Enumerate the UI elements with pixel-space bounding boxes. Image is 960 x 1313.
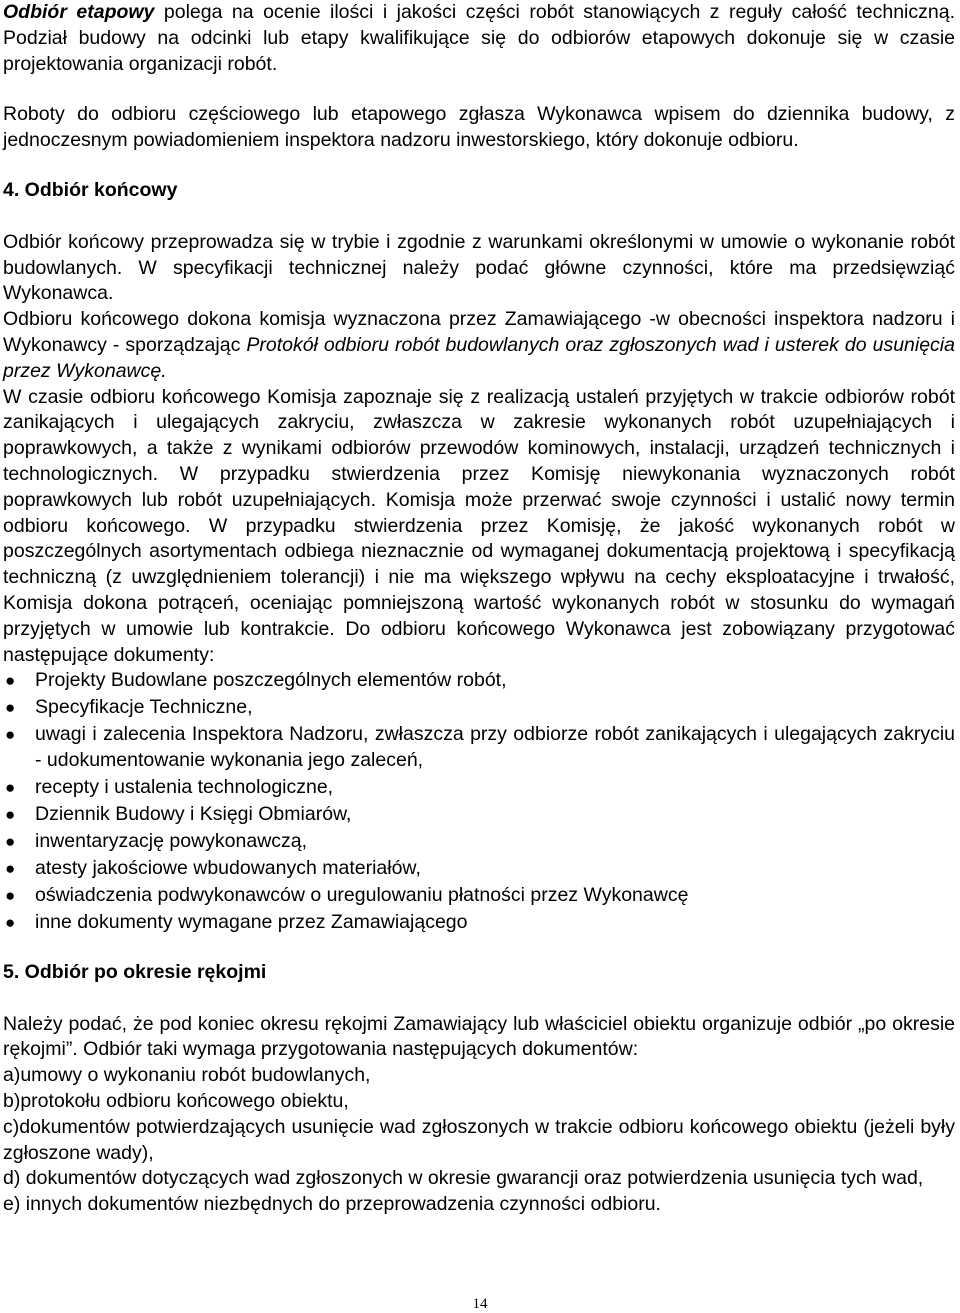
section-4-heading: 4. Odbiór końcowy	[3, 178, 178, 201]
list-item	[3, 668, 955, 694]
bullet-icon: ●	[5, 778, 16, 798]
list-item-text: atesty jakościowe wbudowanych materiałów,	[35, 857, 421, 880]
final-acceptance-paragraph-1: Odbiór końcowy przeprowadza się w trybie i zgodnie z warunkami określonymi w umowie o wykonanie robót budowlanych. W specyfikacji technicznej należy podać główne czynności, które ma przedsięwziąć Wykonawca.	[3, 230, 955, 305]
stage-acceptance-term: Odbiór etapowy	[3, 1, 155, 23]
final-acceptance-paragraph-3: W czasie odbioru końcowego Komisja zapoznaje się z realizacją ustaleń przyjętych w trakcie odbiorów robót zanikających i ulegających zakryciu, zwłaszcza w zakresie wykonanych robót uzupełniających i poprawkowych, a także z wynikami odbiorów przewodów kominowych, instalacji, urządzeń technicznych i technologicznych. W przypadku stwierdzenia przez Komisję niewykonania wyznaczonych robót poprawkowych lub robót uzupełniających. Komisja może przerwać swoje czynności i ustalić nowy termin odbioru końcowego. W przypadku stwierdzenia przez Komisję, że jakość wykonanych robót w poszczególnych asortymentach odbiega nieznacznie od wymaganej dokumentacją projektową i specyfikacją techniczną (z uwzględnieniem tolerancji) i nie ma większego wpływu na cechy eksploatacyjne i trwałość, Komisja dokona potrąceń, oceniając pomniejszoną wartość wykonanych robót w stosunku do wymagań przyjętych w umowie lub kontrakcie. Do odbioru końcowego Wykonawca jest zobowiązany przygotować następujące dokumenty:	[3, 385, 955, 666]
stage-acceptance-paragraph	[3, 0, 955, 77]
list-item: e) innych dokumentów niezbędnych do przeprowadzenia czynności odbioru.	[3, 1193, 661, 1216]
list-item-text: Specyfikacje Techniczne,	[35, 696, 253, 719]
list-item	[3, 695, 955, 721]
list-item-text: uwagi i zalecenia Inspektora Nadzoru, zwłaszcza przy odbiorze robót zanikających i ulegających zakryciu - udokumentowanie wykonania jego zaleceń,	[35, 723, 955, 772]
section-5-heading: 5. Odbiór po okresie rękojmi	[3, 960, 267, 983]
list-item	[3, 910, 955, 936]
stage-notification-paragraph: Roboty do odbioru częściowego lub etapowego zgłasza Wykonawca wpisem do dziennika budowy, z jednoczesnym powiadomieniem inspektora nadzoru inwestorskiego, który dokonuje odbioru.	[3, 103, 955, 152]
warranty-paragraph-1: Należy podać, że pod koniec okresu rękojmi Zamawiający lub właściciel obiektu organizuje odbiór „po okresie rękojmi”. Odbiór taki wymaga przygotowania następujących dokumentów:	[3, 1012, 955, 1061]
list-item	[3, 856, 955, 882]
list-item-text: recepty i ustalenia technologiczne,	[35, 776, 334, 799]
list-item	[3, 775, 955, 801]
commission-text: Odbioru końcowego dokona komisja wyznaczona przez Zamawiającego -w obecności inspektora nadzoru i Wykonawcy - sporządzając	[3, 308, 955, 356]
list-item-text: inwentaryzację powykonawczą,	[35, 830, 308, 853]
list-item: b)protokołu odbioru końcowego obiektu,	[3, 1089, 349, 1112]
bullet-icon: ●	[5, 859, 16, 879]
bullet-icon: ●	[5, 832, 16, 852]
warranty-documents-list	[3, 1063, 955, 1218]
list-item	[3, 802, 955, 828]
list-item: a)umowy o wykonaniu robót budowlanych,	[3, 1064, 371, 1087]
list-item-text: oświadczenia podwykonawców o uregulowaniu płatności przez Wykonawcę	[35, 884, 689, 907]
page-number: 14	[472, 1296, 488, 1312]
final-acceptance-paragraph-2	[3, 307, 955, 384]
list-item	[3, 883, 955, 909]
list-item	[3, 722, 955, 774]
bullet-icon: ●	[5, 698, 16, 718]
list-item: c)dokumentów potwierdzających usunięcie wad zgłoszonych w trakcie odbioru końcowego obiektu (jeżeli były zgłoszone wady),	[3, 1115, 955, 1164]
bullet-icon: ●	[5, 913, 16, 932]
bullet-icon: ●	[5, 886, 16, 906]
list-item-text: Dziennik Budowy i Księgi Obmiarów,	[35, 803, 352, 826]
required-documents-list	[3, 668, 955, 935]
bullet-icon: ●	[5, 805, 16, 825]
stage-acceptance-text: polega na ocenie ilości i jakości części robót stanowiących z reguły całość techniczną. Podział budowy na odcinki lub etapy kwalifikujące się do odbiorów etapowych dokonuje się w czasie projektowania organizacji robót.	[3, 1, 955, 75]
list-item-text: Projekty Budowlane poszczególnych elementów robót,	[35, 669, 507, 692]
list-item: d) dokumentów dotyczących wad zgłoszonych w okresie gwarancji oraz potwierdzenia usunięcia tych wad,	[3, 1167, 924, 1190]
list-item	[3, 829, 955, 855]
bullet-icon: ●	[5, 725, 16, 745]
bullet-icon: ●	[5, 671, 16, 691]
protocol-title: Protokół odbioru robót budowlanych oraz zgłoszonych wad i usterek do usunięcia przez Wykonawcę.	[3, 333, 955, 382]
list-item-text: inne dokumenty wymagane przez Zamawiającego	[35, 911, 468, 933]
document-page	[3, 0, 955, 1218]
